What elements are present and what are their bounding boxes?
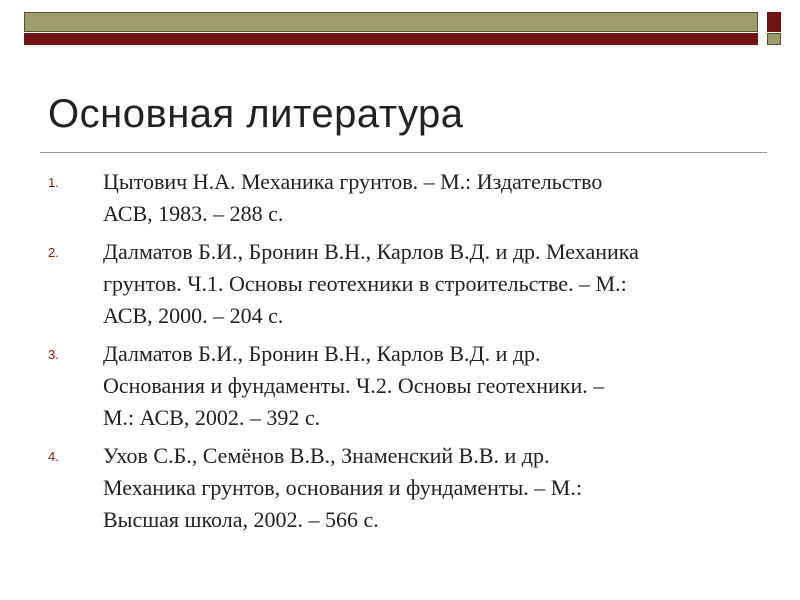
slide-title: Основная литература	[48, 92, 464, 136]
header-band-olive	[24, 12, 758, 32]
reference-line: Ухов С.Б., Семёнов В.В., Знаменский В.В. и др.	[103, 443, 550, 468]
reference-text	[103, 236, 639, 332]
reference-line: Высшая школа, 2002. – 566 с.	[103, 507, 379, 532]
reference-line: Основания и фундаменты. Ч.2. Основы геотехники. –	[103, 373, 605, 398]
reference-number: 3.	[48, 347, 59, 362]
header-band-red	[24, 33, 758, 45]
reference-item	[48, 166, 768, 230]
reference-line: грунтов. Ч.1. Основы геотехники в строительстве. – М.:	[103, 271, 627, 296]
corner-square-red	[767, 12, 781, 32]
reference-list	[48, 166, 768, 542]
reference-line: Цытович Н.А. Механика грунтов. – М.: Издательство	[103, 169, 603, 194]
reference-line: АСВ, 1983. – 288 с.	[103, 201, 284, 226]
reference-line: АСВ, 2000. – 204 с.	[103, 303, 284, 328]
reference-text	[103, 338, 604, 434]
reference-number: 4.	[48, 449, 59, 464]
reference-line: Механика грунтов, основания и фундаменты. – М.:	[103, 475, 582, 500]
reference-number: 1.	[48, 175, 59, 190]
reference-line: Далматов Б.И., Бронин В.Н., Карлов В.Д. и др.	[103, 341, 541, 366]
reference-number: 2.	[48, 245, 59, 260]
reference-line: М.: АСВ, 2002. – 392 с.	[103, 405, 321, 430]
reference-item	[48, 338, 768, 434]
title-divider	[40, 152, 767, 153]
corner-square-olive	[767, 33, 781, 45]
reference-line: Далматов Б.И., Бронин В.Н., Карлов В.Д. и др. Механика	[103, 239, 639, 264]
reference-text	[103, 166, 602, 230]
reference-item	[48, 440, 768, 536]
reference-item	[48, 236, 768, 332]
reference-text	[103, 440, 582, 536]
